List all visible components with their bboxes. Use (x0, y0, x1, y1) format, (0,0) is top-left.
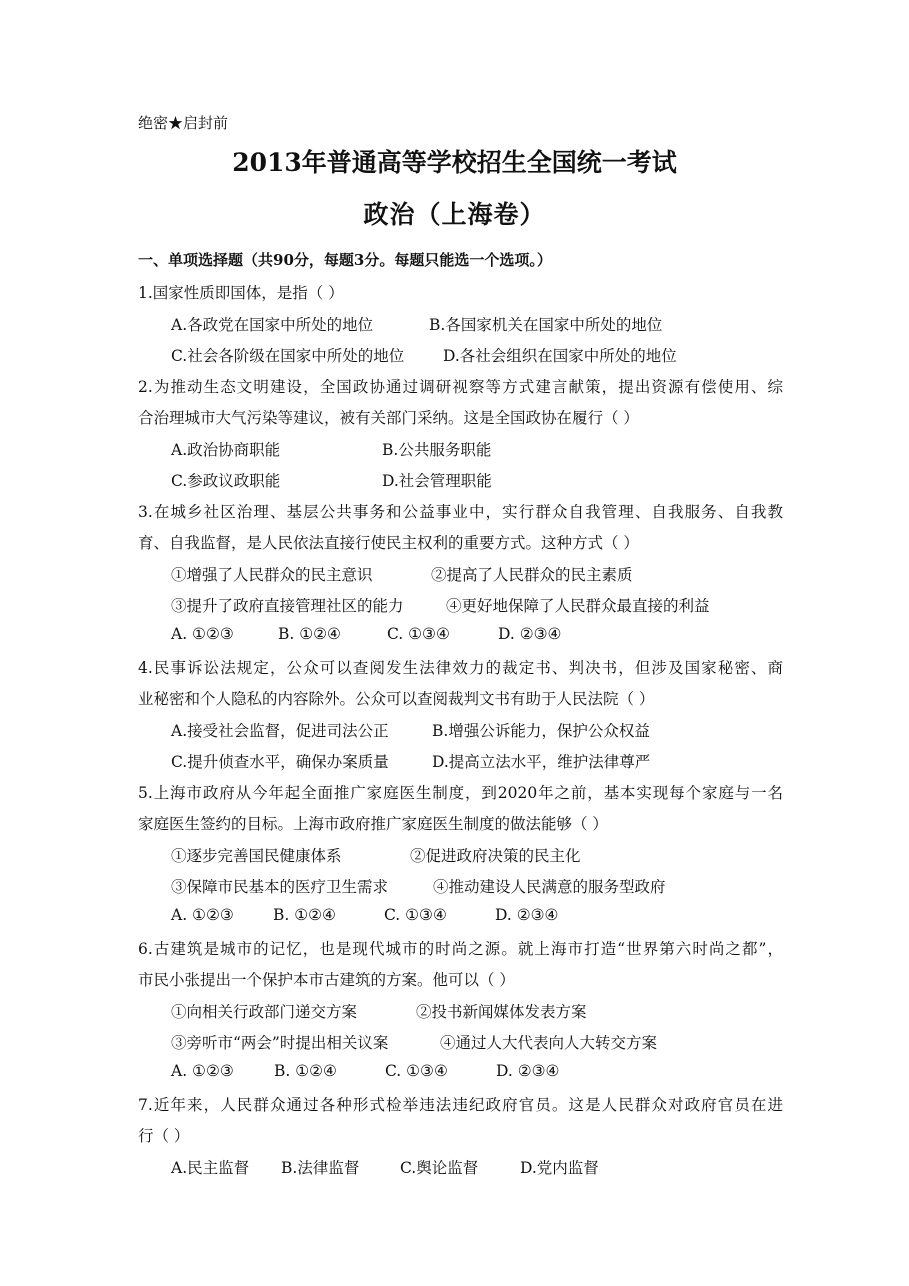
question-5-option-b: B. ①②④ (273, 906, 336, 924)
question-4-stem-line-2: 业秘密和个人隐私的内容除外。公众可以查阅裁判文书有助于人民法院（ ） (138, 690, 655, 708)
question-5-statement-4: ④推动建设人民满意的服务型政府 (433, 878, 666, 896)
question-6-statement-2: ②投书新闻媒体发表方案 (416, 1003, 587, 1021)
exam-title: 2013年普通高等学校招生全国统一考试 (232, 148, 677, 177)
question-7-stem-line-2: 行（ ） (138, 1127, 190, 1145)
secret-label: 绝密★启封前 (138, 114, 229, 132)
question-2-stem-line-2: 合治理城市大气污染等建议，被有关部门采纳。这是全国政协在履行（ ） (138, 409, 639, 427)
question-7-option-c: C.舆论监督 (400, 1159, 479, 1177)
question-6-stem-line-1: 6.古建筑是城市的记忆，也是现代城市的时尚之源。就上海市打造“世界第六时尚之都”， (138, 940, 783, 958)
question-1-option-b: B.各国家机关在国家中所处的地位 (429, 316, 663, 334)
question-2-option-d: D.社会管理职能 (382, 472, 492, 490)
question-6-option-a: A. ①②③ (171, 1062, 234, 1080)
question-5-statement-1: ①逐步完善国民健康体系 (171, 847, 342, 865)
question-7-option-b: B.法律监督 (281, 1159, 360, 1177)
question-3-statement-3: ③提升了政府直接管理社区的能力 (171, 597, 404, 615)
question-1-stem: 1.国家性质即国体，是指（ ） (138, 284, 344, 302)
question-4-option-a: A.接受社会监督，促进司法公正 (171, 722, 389, 740)
question-7-option-d: D.党内监督 (520, 1159, 599, 1177)
question-3-option-a: A. ①②③ (171, 625, 234, 643)
question-4-stem-line-1: 4.民事诉讼法规定，公众可以查阅发生法律效力的裁定书、判决书，但涉及国家秘密、商 (138, 659, 783, 677)
question-2-option-a: A.政治协商职能 (171, 441, 281, 459)
question-6-statement-3: ③旁听市“两会”时提出相关议案 (171, 1034, 389, 1052)
question-5-option-c: C. ①③④ (384, 906, 447, 924)
question-5-option-d: D. ②③④ (495, 906, 559, 924)
question-3-stem-line-2: 育、自我监督，是人民依法直接行使民主权利的重要方式。这种方式（ ） (138, 534, 639, 552)
question-4-option-c: C.提升侦查水平，确保办案质量 (171, 753, 389, 771)
section-heading: 一、单项选择题（共90分，每题3分。每题只能选一个选项。） (138, 251, 552, 269)
question-5-stem-line-2: 家庭医生签约的目标。上海市政府推广家庭医生制度的做法能够（ ） (138, 815, 608, 833)
question-6-option-c: C. ①③④ (385, 1062, 448, 1080)
question-5-option-a: A. ①②③ (171, 906, 234, 924)
question-3-option-d: D. ②③④ (498, 625, 562, 643)
question-3-statement-4: ④更好地保障了人民群众最直接的利益 (446, 597, 710, 615)
question-5-statement-3: ③保障市民基本的医疗卫生需求 (171, 878, 389, 896)
question-1-option-c: C.社会各阶级在国家中所处的地位 (171, 347, 405, 365)
question-6-option-d: D. ②③④ (496, 1062, 560, 1080)
question-6-option-b: B. ①②④ (274, 1062, 337, 1080)
question-1-option-d: D.各社会组织在国家中所处的地位 (443, 347, 677, 365)
question-4-option-b: B.增强公诉能力，保护公众权益 (432, 722, 650, 740)
question-4-option-d: D.提高立法水平，维护法律尊严 (432, 753, 651, 771)
question-7-stem-line-1: 7.近年来，人民群众通过各种形式检举违法违纪政府官员。这是人民群众对政府官员在进 (138, 1096, 783, 1114)
question-3-option-c: C. ①③④ (387, 625, 450, 643)
question-5-stem-line-1: 5.上海市政府从今年起全面推广家庭医生制度，到2020年之前，基本实现每个家庭与一名 (138, 784, 783, 802)
question-3-statement-1: ①增强了人民群众的民主意识 (171, 566, 373, 584)
question-6-statement-4: ④通过人大代表向人大转交方案 (440, 1034, 658, 1052)
question-6-statement-1: ①向相关行政部门递交方案 (171, 1003, 358, 1021)
question-2-stem-line-1: 2.为推动生态文明建设，全国政协通过调研视察等方式建言献策，提出资源有偿使用、综 (138, 378, 783, 396)
question-1-option-a: A.各政党在国家中所处的地位 (171, 316, 374, 334)
question-3-stem-line-1: 3.在城乡社区治理、基层公共事务和公益事业中，实行群众自我管理、自我服务、自我教 (138, 503, 783, 521)
question-6-stem-line-2: 市民小张提出一个保护本市古建筑的方案。他可以（ ） (138, 971, 515, 989)
question-2-option-b: B.公共服务职能 (382, 441, 492, 459)
exam-subtitle: 政治（上海卷） (363, 200, 546, 229)
question-3-option-b: B. ①②④ (278, 625, 341, 643)
question-5-statement-2: ②促进政府决策的民主化 (410, 847, 581, 865)
question-3-statement-2: ②提高了人民群众的民主素质 (431, 566, 633, 584)
question-7-option-a: A.民主监督 (171, 1159, 250, 1177)
question-2-option-c: C.参政议政职能 (171, 472, 281, 490)
